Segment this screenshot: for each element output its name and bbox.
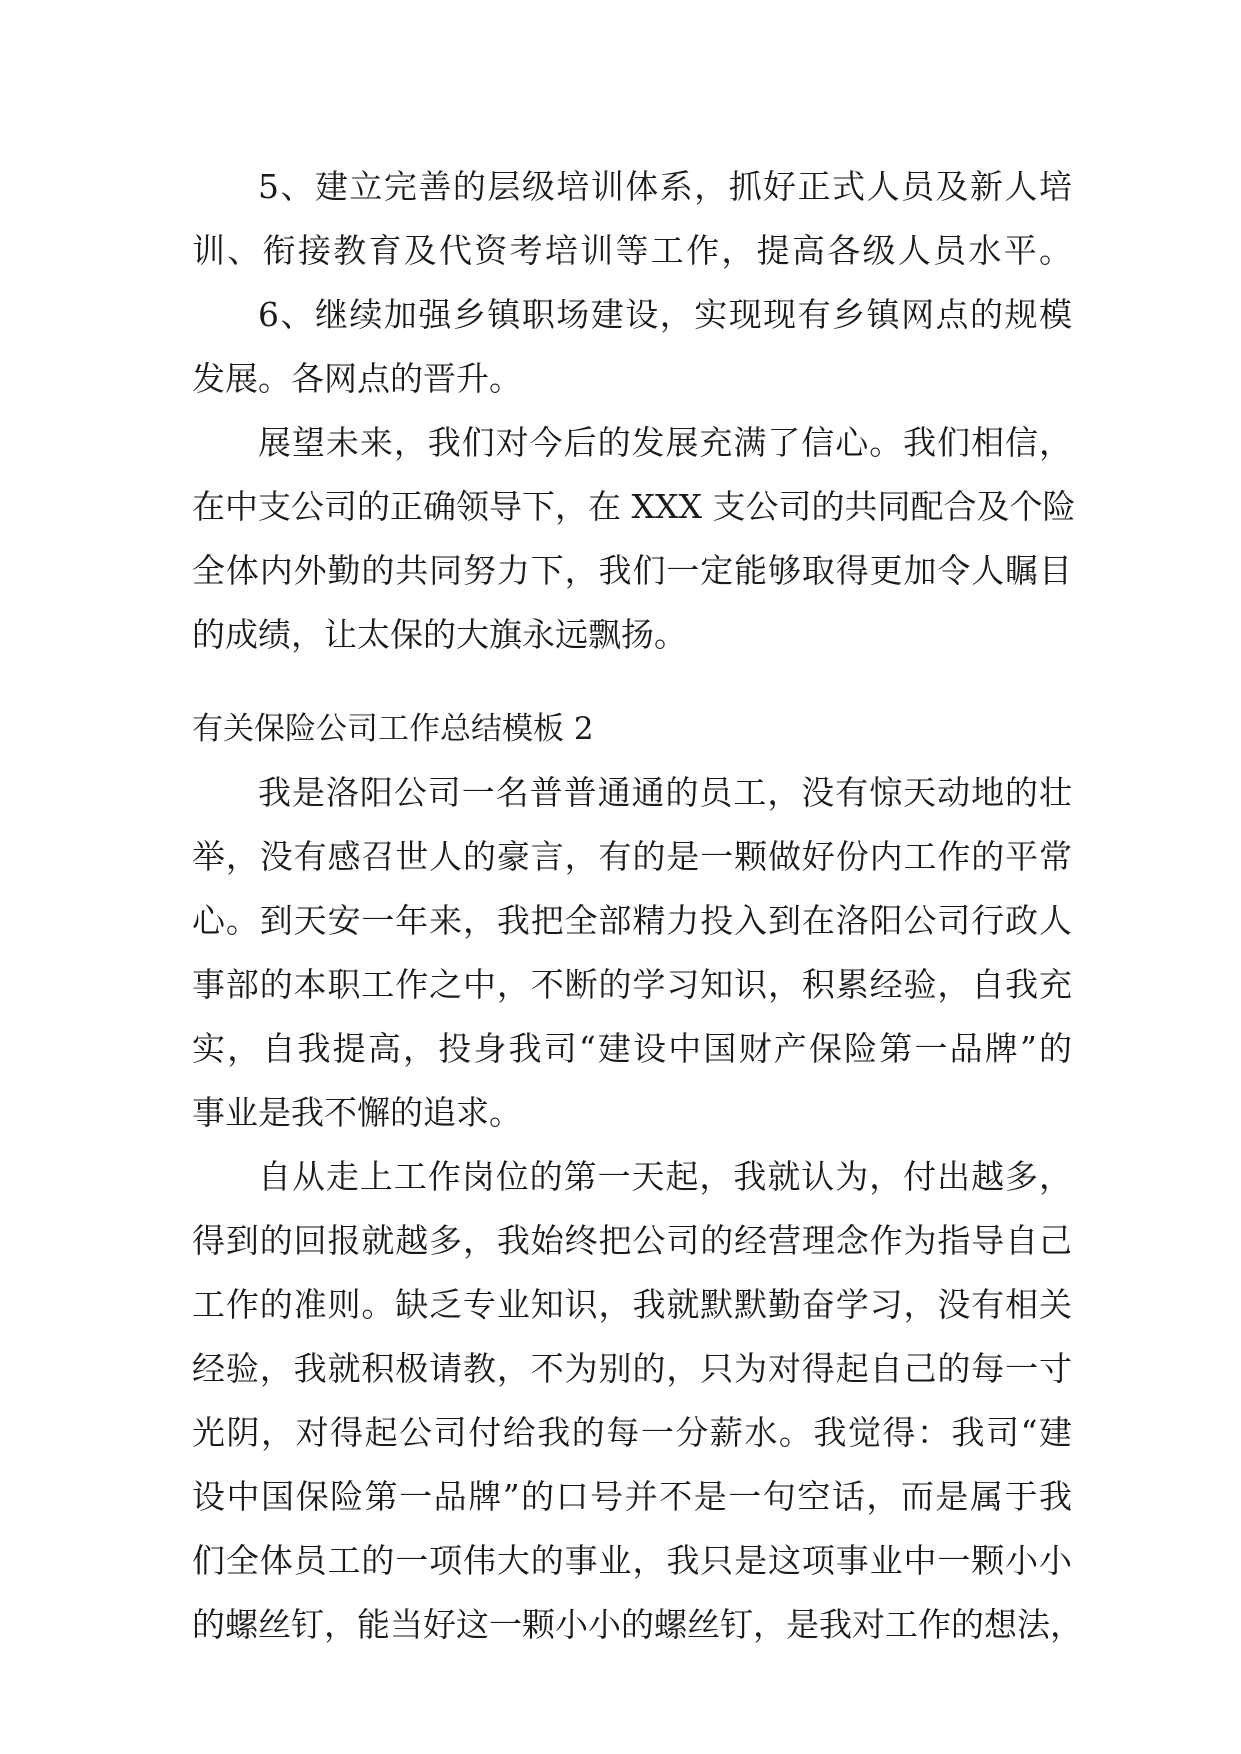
paragraph-line: 实，自我提高，投身我司“建设中国财产保险第一品牌”的	[192, 1029, 1072, 1068]
paragraph-line: 6、继续加强乡镇职场建设，实现现有乡镇网点的规模	[258, 295, 1072, 334]
paragraph-line: 训、衔接教育及代资考培训等工作，提高各级人员水平。	[192, 231, 1072, 270]
paragraph-line: 设中国保险第一品牌”的口号并不是一句空话，而是属于我	[192, 1477, 1072, 1516]
paragraph-line: 事业是我不懈的追求。	[192, 1093, 522, 1132]
paragraph-line: 全体内外勤的共同努力下，我们一定能够取得更加令人瞩目	[192, 551, 1072, 590]
paragraph-line: 的成绩，让太保的大旗永远飘扬。	[192, 615, 687, 654]
paragraph-line: 举，没有感召世人的豪言，有的是一颗做好份内工作的平常	[192, 837, 1072, 876]
paragraph-line: 自从走上工作岗位的第一天起，我就认为，付出越多，	[258, 1157, 1072, 1196]
section-heading: 有关保险公司工作总结模板 2	[192, 711, 594, 747]
paragraph-line: 事部的本职工作之中，不断的学习知识，积累经验，自我充	[192, 965, 1072, 1004]
paragraph-line: 的螺丝钉，能当好这一颗小小的螺丝钉，是我对工作的想法，	[192, 1605, 1083, 1644]
paragraph-line: 展望未来，我们对今后的发展充满了信心。我们相信，	[258, 423, 1072, 462]
paragraph-line: 在中支公司的正确领导下，在 XXX 支公司的共同配合及个险	[192, 487, 1076, 526]
paragraph-line: 经验，我就积极请教，不为别的，只为对得起自己的每一寸	[192, 1349, 1072, 1388]
paragraph-line: 心。到天安一年来，我把全部精力投入到在洛阳公司行政人	[192, 901, 1072, 940]
paragraph-line: 工作的准则。缺乏专业知识，我就默默勤奋学习，没有相关	[192, 1285, 1072, 1324]
paragraph-line: 发展。各网点的晋升。	[192, 359, 522, 398]
document-body	[192, 155, 1083, 1657]
paragraph-line: 我是洛阳公司一名普普通通的员工，没有惊天动地的壮	[258, 773, 1072, 812]
paragraph-line: 得到的回报就越多，我始终把公司的经营理念作为指导自己	[192, 1221, 1072, 1260]
paragraph-line: 光阴，对得起公司付给我的每一分薪水。我觉得：我司“建	[192, 1413, 1072, 1452]
paragraph-line: 们全体员工的一项伟大的事业，我只是这项事业中一颗小小	[192, 1541, 1072, 1580]
paragraph-line: 5、建立完善的层级培训体系，抓好正式人员及新人培	[258, 167, 1072, 206]
